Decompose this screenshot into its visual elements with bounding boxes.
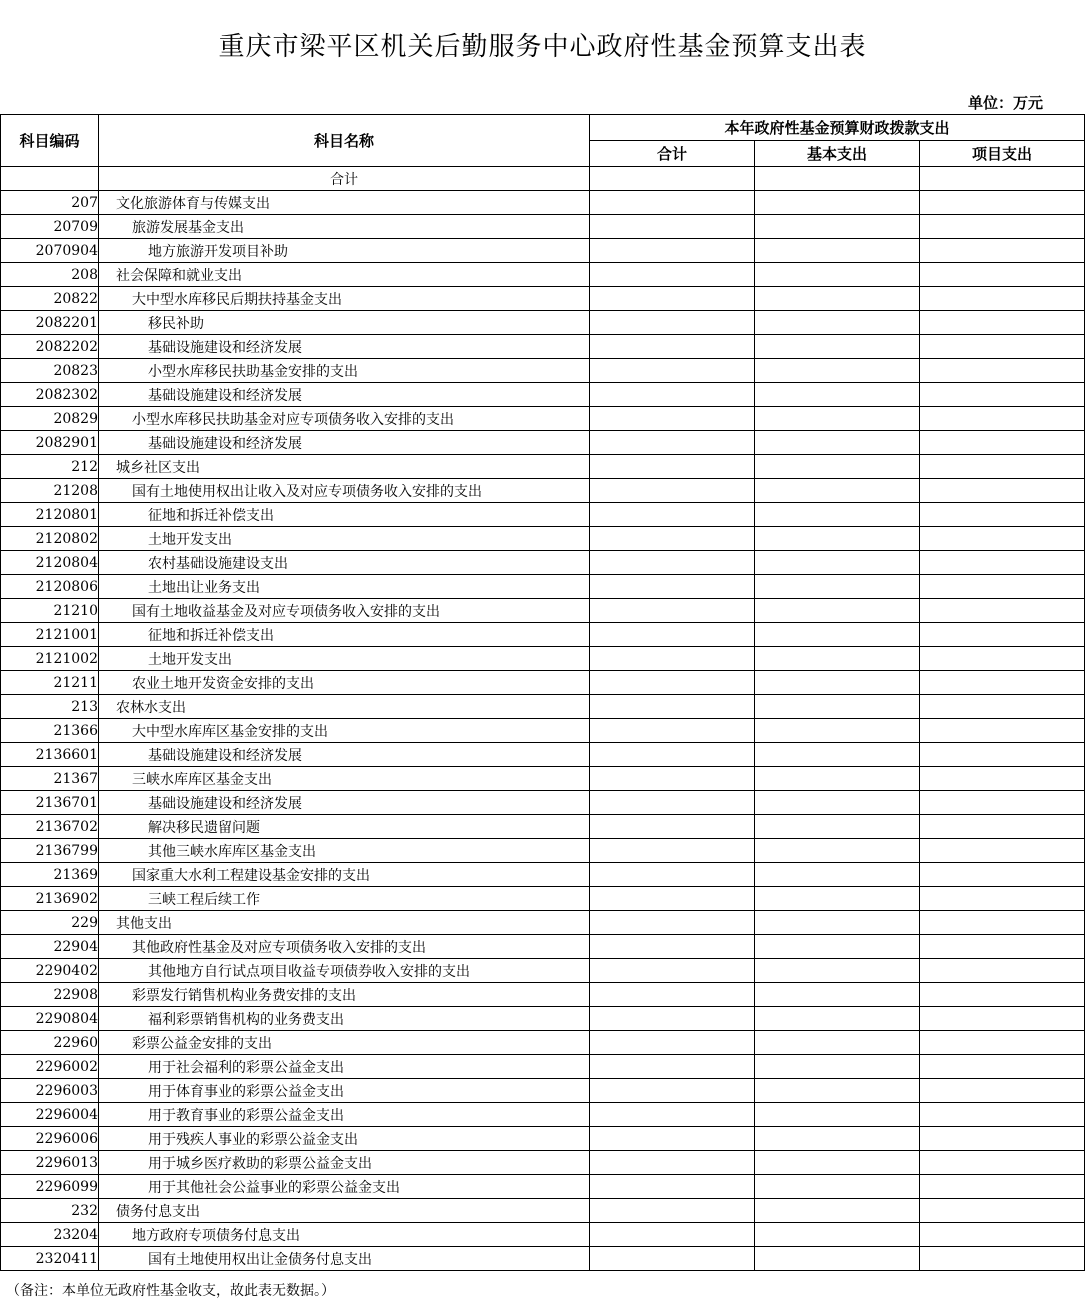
cell-total xyxy=(590,1151,755,1175)
cell-name: 移民补助 xyxy=(99,311,590,335)
cell-total xyxy=(590,263,755,287)
cell-code: 2136701 xyxy=(1,791,99,815)
cell-basic xyxy=(755,359,920,383)
cell-name: 基础设施建设和经济发展 xyxy=(99,431,590,455)
cell-code: 2082901 xyxy=(1,431,99,455)
cell-total xyxy=(590,1007,755,1031)
cell-total xyxy=(590,911,755,935)
cell-basic xyxy=(755,743,920,767)
cell-code: 21369 xyxy=(1,863,99,887)
cell-basic xyxy=(755,1103,920,1127)
cell-total xyxy=(590,863,755,887)
cell-basic xyxy=(755,1079,920,1103)
cell-code: 22960 xyxy=(1,1031,99,1055)
table-row xyxy=(1,335,1085,359)
table-row xyxy=(1,983,1085,1007)
cell-code: 20823 xyxy=(1,359,99,383)
table-row xyxy=(1,623,1085,647)
cell-total xyxy=(590,767,755,791)
table-row xyxy=(1,791,1085,815)
cell-project xyxy=(920,167,1085,191)
table-row xyxy=(1,575,1085,599)
cell-total xyxy=(590,551,755,575)
cell-basic xyxy=(755,1199,920,1223)
cell-project xyxy=(920,911,1085,935)
cell-project xyxy=(920,551,1085,575)
cell-project xyxy=(920,1055,1085,1079)
cell-code: 2296006 xyxy=(1,1127,99,1151)
table-row xyxy=(1,1055,1085,1079)
cell-basic xyxy=(755,791,920,815)
cell-total xyxy=(590,983,755,1007)
cell-basic xyxy=(755,551,920,575)
cell-code: 2136902 xyxy=(1,887,99,911)
cell-total xyxy=(590,887,755,911)
cell-project xyxy=(920,407,1085,431)
table-row xyxy=(1,887,1085,911)
cell-name: 文化旅游体育与传媒支出 xyxy=(99,191,590,215)
cell-basic xyxy=(755,527,920,551)
cell-total xyxy=(590,935,755,959)
cell-project xyxy=(920,503,1085,527)
cell-name: 大中型水库移民后期扶持基金支出 xyxy=(99,287,590,311)
cell-code: 20709 xyxy=(1,215,99,239)
cell-total xyxy=(590,503,755,527)
cell-total xyxy=(590,815,755,839)
cell-code: 20829 xyxy=(1,407,99,431)
table-row xyxy=(1,647,1085,671)
cell-basic xyxy=(755,1031,920,1055)
cell-name: 地方旅游开发项目补助 xyxy=(99,239,590,263)
cell-project xyxy=(920,719,1085,743)
cell-total xyxy=(590,407,755,431)
table-row xyxy=(1,1199,1085,1223)
cell-code: 2296013 xyxy=(1,1151,99,1175)
cell-project xyxy=(920,215,1085,239)
cell-project xyxy=(920,743,1085,767)
cell-total xyxy=(590,719,755,743)
cell-total xyxy=(590,239,755,263)
cell-basic xyxy=(755,719,920,743)
cell-total xyxy=(590,1031,755,1055)
cell-name: 大中型水库库区基金安排的支出 xyxy=(99,719,590,743)
table-row xyxy=(1,671,1085,695)
table-row xyxy=(1,383,1085,407)
table-row xyxy=(1,407,1085,431)
table-row xyxy=(1,1247,1085,1271)
cell-code: 2296003 xyxy=(1,1079,99,1103)
cell-code: 2296004 xyxy=(1,1103,99,1127)
cell-project xyxy=(920,1175,1085,1199)
cell-project xyxy=(920,647,1085,671)
cell-code: 2120806 xyxy=(1,575,99,599)
table-row xyxy=(1,527,1085,551)
cell-project xyxy=(920,359,1085,383)
cell-basic xyxy=(755,215,920,239)
table-row xyxy=(1,839,1085,863)
cell-total xyxy=(590,215,755,239)
cell-name: 国家重大水利工程建设基金安排的支出 xyxy=(99,863,590,887)
cell-project xyxy=(920,863,1085,887)
cell-total xyxy=(590,839,755,863)
cell-name: 农村基础设施建设支出 xyxy=(99,551,590,575)
cell-project xyxy=(920,1007,1085,1031)
cell-name: 国有土地使用权出让金债务付息支出 xyxy=(99,1247,590,1271)
cell-basic xyxy=(755,287,920,311)
table-row xyxy=(1,1031,1085,1055)
cell-basic xyxy=(755,911,920,935)
table-row xyxy=(1,1079,1085,1103)
cell-code: 21210 xyxy=(1,599,99,623)
cell-name: 三峡水库库区基金支出 xyxy=(99,767,590,791)
table-row xyxy=(1,191,1085,215)
table-row xyxy=(1,479,1085,503)
cell-basic xyxy=(755,575,920,599)
table-row xyxy=(1,167,1085,191)
table-row xyxy=(1,1103,1085,1127)
cell-name: 福利彩票销售机构的业务费支出 xyxy=(99,1007,590,1031)
cell-basic xyxy=(755,983,920,1007)
cell-basic xyxy=(755,599,920,623)
cell-total xyxy=(590,455,755,479)
cell-project xyxy=(920,287,1085,311)
cell-name: 土地出让业务支出 xyxy=(99,575,590,599)
cell-project xyxy=(920,623,1085,647)
cell-code: 229 xyxy=(1,911,99,935)
cell-project xyxy=(920,455,1085,479)
unit-label: 单位：万元 xyxy=(967,94,1043,112)
table-row xyxy=(1,959,1085,983)
cell-total xyxy=(590,191,755,215)
cell-basic xyxy=(755,239,920,263)
cell-basic xyxy=(755,623,920,647)
cell-total xyxy=(590,575,755,599)
table-row xyxy=(1,815,1085,839)
cell-project xyxy=(920,1079,1085,1103)
cell-basic xyxy=(755,647,920,671)
cell-project xyxy=(920,959,1085,983)
cell-name: 其他支出 xyxy=(99,911,590,935)
cell-name: 解决移民遗留问题 xyxy=(99,815,590,839)
cell-code: 213 xyxy=(1,695,99,719)
cell-project xyxy=(920,431,1085,455)
cell-code: 21211 xyxy=(1,671,99,695)
cell-basic xyxy=(755,767,920,791)
cell-basic xyxy=(755,263,920,287)
cell-code: 2296002 xyxy=(1,1055,99,1079)
table-row xyxy=(1,239,1085,263)
table-row xyxy=(1,1151,1085,1175)
cell-code: 212 xyxy=(1,455,99,479)
cell-total xyxy=(590,1055,755,1079)
table-row xyxy=(1,695,1085,719)
cell-project xyxy=(920,1127,1085,1151)
cell-basic xyxy=(755,671,920,695)
cell-project xyxy=(920,1151,1085,1175)
cell-basic xyxy=(755,479,920,503)
cell-project xyxy=(920,239,1085,263)
cell-total xyxy=(590,287,755,311)
cell-basic xyxy=(755,959,920,983)
cell-basic xyxy=(755,431,920,455)
cell-name: 用于社会福利的彩票公益金支出 xyxy=(99,1055,590,1079)
cell-name: 基础设施建设和经济发展 xyxy=(99,383,590,407)
cell-name: 彩票公益金安排的支出 xyxy=(99,1031,590,1055)
cell-total xyxy=(590,647,755,671)
cell-name: 旅游发展基金支出 xyxy=(99,215,590,239)
cell-name: 土地开发支出 xyxy=(99,527,590,551)
table-row xyxy=(1,215,1085,239)
cell-basic xyxy=(755,1127,920,1151)
table-row xyxy=(1,911,1085,935)
cell-project xyxy=(920,695,1085,719)
cell-code: 207 xyxy=(1,191,99,215)
cell-name: 征地和拆迁补偿支出 xyxy=(99,623,590,647)
cell-total xyxy=(590,479,755,503)
cell-name: 国有土地使用权出让收入及对应专项债务收入安排的支出 xyxy=(99,479,590,503)
table-row xyxy=(1,863,1085,887)
footnote: （备注：本单位无政府性基金收支，故此表无数据。） xyxy=(6,1283,335,1299)
cell-code: 2121002 xyxy=(1,647,99,671)
cell-name: 征地和拆迁补偿支出 xyxy=(99,503,590,527)
header-group: 本年政府性基金预算财政拨款支出 xyxy=(590,115,1085,141)
cell-project xyxy=(920,311,1085,335)
cell-name: 合计 xyxy=(99,167,590,191)
cell-name: 债务付息支出 xyxy=(99,1199,590,1223)
cell-basic xyxy=(755,1151,920,1175)
page-title: 重庆市梁平区机关后勤服务中心政府性基金预算支出表 xyxy=(218,32,867,62)
cell-total xyxy=(590,335,755,359)
cell-basic xyxy=(755,839,920,863)
cell-code: 208 xyxy=(1,263,99,287)
cell-total xyxy=(590,1175,755,1199)
cell-basic xyxy=(755,1007,920,1031)
cell-total xyxy=(590,743,755,767)
cell-code: 23204 xyxy=(1,1223,99,1247)
table-row xyxy=(1,767,1085,791)
cell-project xyxy=(920,815,1085,839)
cell-code: 22908 xyxy=(1,983,99,1007)
cell-basic xyxy=(755,1175,920,1199)
cell-code: 2320411 xyxy=(1,1247,99,1271)
cell-project xyxy=(920,263,1085,287)
header-project: 项目支出 xyxy=(920,141,1085,167)
cell-total xyxy=(590,1103,755,1127)
table-row xyxy=(1,1175,1085,1199)
cell-basic xyxy=(755,383,920,407)
header-code: 科目编码 xyxy=(1,115,99,167)
cell-code: 21366 xyxy=(1,719,99,743)
cell-project xyxy=(920,983,1085,1007)
cell-code: 2290804 xyxy=(1,1007,99,1031)
cell-name: 农林水支出 xyxy=(99,695,590,719)
cell-basic xyxy=(755,1223,920,1247)
cell-basic xyxy=(755,887,920,911)
cell-code: 2136601 xyxy=(1,743,99,767)
cell-basic xyxy=(755,407,920,431)
table-body xyxy=(1,167,1085,1271)
cell-code: 2136799 xyxy=(1,839,99,863)
cell-code: 2082201 xyxy=(1,311,99,335)
cell-name: 基础设施建设和经济发展 xyxy=(99,743,590,767)
cell-total xyxy=(590,311,755,335)
cell-total xyxy=(590,1247,755,1271)
cell-total xyxy=(590,1127,755,1151)
cell-project xyxy=(920,839,1085,863)
cell-total xyxy=(590,1079,755,1103)
cell-project xyxy=(920,887,1085,911)
cell-total xyxy=(590,359,755,383)
cell-code: 2120801 xyxy=(1,503,99,527)
cell-basic xyxy=(755,167,920,191)
cell-project xyxy=(920,1031,1085,1055)
table-row xyxy=(1,599,1085,623)
cell-name: 基础设施建设和经济发展 xyxy=(99,791,590,815)
table-row xyxy=(1,1223,1085,1247)
cell-total xyxy=(590,791,755,815)
cell-code: 2120804 xyxy=(1,551,99,575)
cell-total xyxy=(590,695,755,719)
cell-name: 其他三峡水库库区基金支出 xyxy=(99,839,590,863)
table-row xyxy=(1,1127,1085,1151)
cell-project xyxy=(920,599,1085,623)
cell-project xyxy=(920,935,1085,959)
cell-total xyxy=(590,383,755,407)
cell-project xyxy=(920,479,1085,503)
cell-name: 土地开发支出 xyxy=(99,647,590,671)
cell-name: 农业土地开发资金安排的支出 xyxy=(99,671,590,695)
cell-total xyxy=(590,167,755,191)
cell-basic xyxy=(755,695,920,719)
cell-code: 2121001 xyxy=(1,623,99,647)
cell-code: 21367 xyxy=(1,767,99,791)
cell-name: 其他政府性基金及对应专项债务收入安排的支出 xyxy=(99,935,590,959)
cell-total xyxy=(590,671,755,695)
cell-total xyxy=(590,431,755,455)
cell-project xyxy=(920,1103,1085,1127)
cell-total xyxy=(590,623,755,647)
cell-name: 地方政府专项债务付息支出 xyxy=(99,1223,590,1247)
cell-project xyxy=(920,1199,1085,1223)
cell-total xyxy=(590,1223,755,1247)
cell-basic xyxy=(755,455,920,479)
cell-name: 三峡工程后续工作 xyxy=(99,887,590,911)
cell-project xyxy=(920,1223,1085,1247)
cell-total xyxy=(590,527,755,551)
cell-name: 用于其他社会公益事业的彩票公益金支出 xyxy=(99,1175,590,1199)
table-row xyxy=(1,359,1085,383)
cell-name: 国有土地收益基金及对应专项债务收入安排的支出 xyxy=(99,599,590,623)
cell-basic xyxy=(755,1247,920,1271)
budget-table xyxy=(0,114,1085,1271)
cell-code: 22904 xyxy=(1,935,99,959)
table-row xyxy=(1,431,1085,455)
table-row xyxy=(1,551,1085,575)
cell-name: 用于体育事业的彩票公益金支出 xyxy=(99,1079,590,1103)
cell-project xyxy=(920,527,1085,551)
table-row xyxy=(1,719,1085,743)
cell-code: 2082302 xyxy=(1,383,99,407)
cell-basic xyxy=(755,311,920,335)
cell-basic xyxy=(755,815,920,839)
cell-code: 2082202 xyxy=(1,335,99,359)
cell-total xyxy=(590,959,755,983)
cell-code: 2296099 xyxy=(1,1175,99,1199)
cell-project xyxy=(920,383,1085,407)
cell-name: 彩票发行销售机构业务费安排的支出 xyxy=(99,983,590,1007)
table-row xyxy=(1,743,1085,767)
table-row xyxy=(1,311,1085,335)
cell-name: 用于教育事业的彩票公益金支出 xyxy=(99,1103,590,1127)
table-row xyxy=(1,287,1085,311)
cell-code: 232 xyxy=(1,1199,99,1223)
cell-code: 21208 xyxy=(1,479,99,503)
cell-basic xyxy=(755,935,920,959)
cell-project xyxy=(920,575,1085,599)
header-total: 合计 xyxy=(590,141,755,167)
cell-name: 其他地方自行试点项目收益专项债券收入安排的支出 xyxy=(99,959,590,983)
cell-name: 小型水库移民扶助基金安排的支出 xyxy=(99,359,590,383)
cell-name: 城乡社区支出 xyxy=(99,455,590,479)
header-name: 科目名称 xyxy=(99,115,590,167)
cell-name: 基础设施建设和经济发展 xyxy=(99,335,590,359)
cell-project xyxy=(920,1247,1085,1271)
cell-project xyxy=(920,335,1085,359)
cell-name: 社会保障和就业支出 xyxy=(99,263,590,287)
cell-basic xyxy=(755,335,920,359)
cell-basic xyxy=(755,1055,920,1079)
cell-name: 用于城乡医疗救助的彩票公益金支出 xyxy=(99,1151,590,1175)
cell-code: 2070904 xyxy=(1,239,99,263)
header-basic: 基本支出 xyxy=(755,141,920,167)
table-row xyxy=(1,455,1085,479)
cell-name: 小型水库移民扶助基金对应专项债务收入安排的支出 xyxy=(99,407,590,431)
cell-project xyxy=(920,791,1085,815)
cell-code: 20822 xyxy=(1,287,99,311)
cell-project xyxy=(920,767,1085,791)
cell-basic xyxy=(755,503,920,527)
cell-name: 用于残疾人事业的彩票公益金支出 xyxy=(99,1127,590,1151)
table-row xyxy=(1,935,1085,959)
cell-code: 2120802 xyxy=(1,527,99,551)
cell-basic xyxy=(755,191,920,215)
cell-project xyxy=(920,191,1085,215)
table-row xyxy=(1,503,1085,527)
cell-project xyxy=(920,671,1085,695)
cell-code: 2290402 xyxy=(1,959,99,983)
cell-basic xyxy=(755,863,920,887)
table-row xyxy=(1,1007,1085,1031)
cell-code: 2136702 xyxy=(1,815,99,839)
cell-code xyxy=(1,167,99,191)
cell-total xyxy=(590,599,755,623)
table-row xyxy=(1,263,1085,287)
cell-total xyxy=(590,1199,755,1223)
